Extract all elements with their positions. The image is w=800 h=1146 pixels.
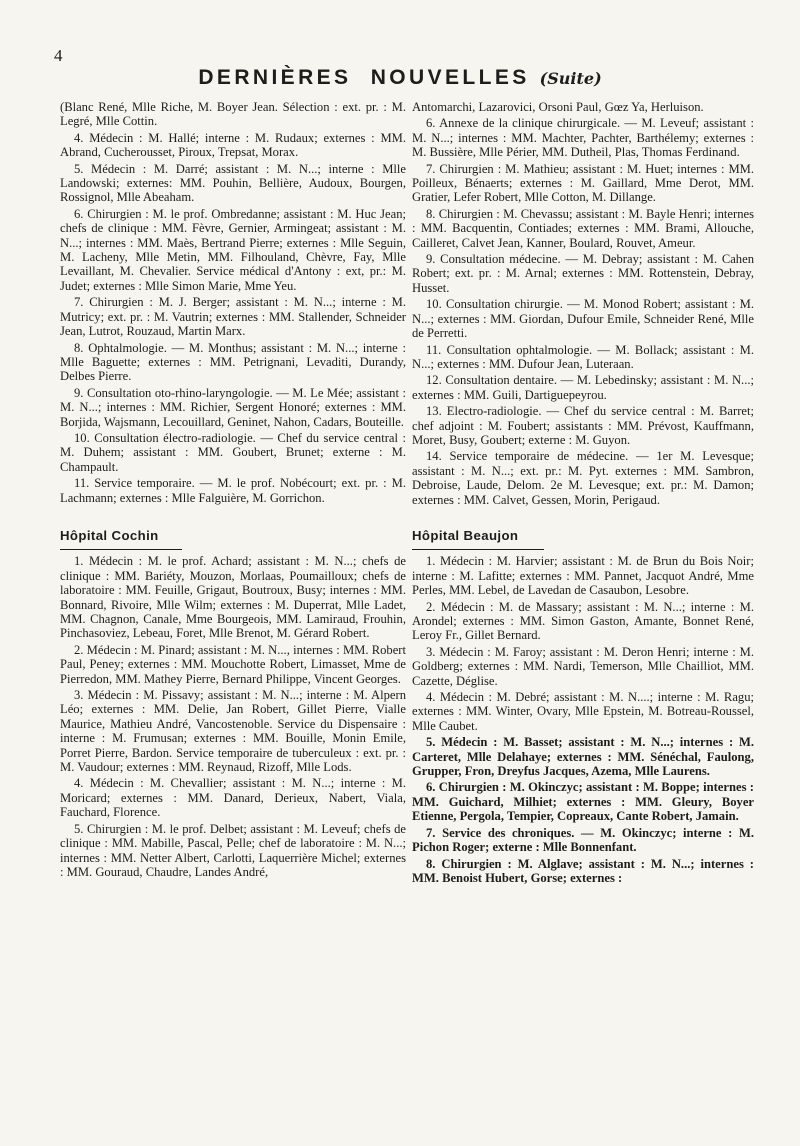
paragraph: 7. Chirurgien : M. J. Berger; assistant : M. N...; interne : M. Mutricy; ext. pr. : M. Vautrin; externes : MM. Stallender, Schneider Jean, Lutrot, Rouzaud, Martin Marx.	[60, 295, 406, 339]
left-column	[60, 100, 406, 881]
heading-rule	[60, 549, 182, 550]
paragraph: 8. Chirurgien : M. Chevassu; assistant : M. Bayle Henri; internes : MM. Bacquentin, Contiades; externes : MM. Brami, Allouche, Cailleret, Calvet Jean, Kanner, Boulard, Rouvet, Ameur.	[412, 206, 754, 250]
header-suffix: (Suite)	[539, 69, 602, 88]
heading-rule	[412, 549, 544, 550]
bold-block	[412, 735, 754, 885]
paragraph: 9. Consultation médecine. — M. Debray; assistant : M. Cahen Robert; ext. pr. : M. Arnal; externes : MM. Rottenstein, Debray, Husset.	[412, 252, 754, 295]
right-column	[412, 100, 754, 887]
paragraph: 4. Médecin : M. Hallé; interne : M. Rudaux; externes : MM. Abrand, Cucherousset, Piroux, Trepsat, Morax.	[60, 130, 406, 160]
paragraph: 7. Chirurgien : M. Mathieu; assistant : M. Huet; internes : MM. Poilleux, Bénaerts; externes : M. Gaillard, Mme Derot, MM. Gratier, Lefer Robert, Mlle Cotton, M. Dillange.	[412, 161, 754, 205]
paragraph: 1. Médecin : M. Harvier; assistant : M. de Brun du Bois Noir; interne : M. Lafitte; externes : MM. Pannet, Jacquot André, Mme Perles, MM. Lebel, de Lavedan de Casaubon, Lesobre.	[412, 554, 754, 598]
paragraph: 5. Chirurgien : M. le prof. Delbet; assistant : M. Leveuf; chefs de clinique : MM. Mabille, Pascal, Pelle; chef de laboratoire : M. N...; internes : MM. Netter Albert, Carlotti, Laquerrière Michel; externes : MM. Gouraud, Chaudre, Landes André,	[60, 821, 406, 879]
page-header	[0, 66, 800, 100]
paragraph: 14. Service temporaire de médecine. — 1er M. Levesque; assistant : M. N...; ext. pr.: M. Pyt. externes : MM. Sambron, Debroise, Laude, Delom. 2e M. Levesque; ext. pr.: M. Damon; externes : MM. Calvet, Gessen, Morin, Perigaud.	[412, 449, 754, 507]
paragraph: 8. Chirurgien : M. Alglave; assistant : M. N...; internes : MM. Benoist Hubert, Gorse; externes :	[412, 856, 754, 885]
paragraph: 1. Médecin : M. le prof. Achard; assistant : M. N...; chefs de clinique : MM. Bariéty, Mouzon, Morlaas, Poumailloux; chefs de laboratoire : MM. Feuille, Grigaut, Boutroux, Busy; internes : MM. Bonnard, Rivoire, Mlle Wilm; externes : M. Duperrat, Mlle Ladet, MM. Chagnon, Canale, Mme Bourgeois, MM. Lamiraud, Frouhin, Pinchasoviez, Lebeau, Foret, Mlle Brenot, M. Gérard Robert.	[60, 554, 406, 641]
paragraph: 4. Médecin : M. Chevallier; assistant : M. N...; interne : M. Moricard; externes : MM. Danard, Derieux, Nabert, Viala, Fauchard, Florence.	[60, 776, 406, 820]
paragraph: 6. Chirurgien : M. le prof. Ombredanne; assistant : M. Huc Jean; chefs de clinique : MM. Fèvre, Gernier, Armingeat; assistant : M. N...; internes : MM. Maès, Bertrand Pierre; externes : Mlle Seguin, M. Lacheny, Mlle Metin, MM. Filhouland, Chèvre, Fay, Mlle Levaillant, M. Chevalier. Service médical d'Antony : ext, pr.: M. Judet; externes : Mlle Simon Marie, Mme Yeu.	[60, 206, 406, 293]
paragraph: 9. Consultation oto-rhino-laryngologie. — M. Le Mée; assistant : M. N...; internes : MM. Richier, Sergent Honoré; externes : MM. Borjida, Wajsmann, Lecouillard, Geninet, Nahon, Cadars, Bouteille.	[60, 385, 406, 429]
paragraph: 3. Médecin : M. Pissavy; assistant : M. N...; interne : M. Alpern Léo; externes : MM. Delie, Jan Robert, Gillet Pierre, Vialle Maurice, Mathieu André, Vancostenoble. Service du Dispensaire : interne : M. Frumusan; externes : MM. Bouille, Monin Emile, Porret Pierre, Bardon. Service temporaire de tuberculeux : ext. pr. : M. Vaudour; externes : MM. Reynaud, Rizoff, Mlle Lods.	[60, 688, 406, 775]
paragraph: 5. Médecin : M. Basset; assistant : M. N...; internes : M. Carteret, Mlle Delahaye; externes : MM. Sénéchal, Faulong, Grupper, Fron, Dreyfus Jacques, Azema, Mlle Laurens.	[412, 735, 754, 779]
paragraph: 4. Médecin : M. Debré; assistant : M. N....; interne : M. Ragu; externes : MM. Winter, Ovary, Mlle Epstein, M. Botreau-Roussel, Mlle Caubet.	[412, 690, 754, 733]
section-heading-cochin: Hôpital Cochin	[60, 527, 159, 543]
section-heading-beaujon: Hôpital Beaujon	[412, 527, 519, 543]
paragraph: 2. Médecin : M. de Massary; assistant : M. N...; interne : M. Arondel; externes : MM. Simon Gaston, Amante, Bonnet René, Leroy Fr., Gillet Bernard.	[412, 599, 754, 643]
paragraph: 12. Consultation dentaire. — M. Lebedinsky; assistant : M. N...; externes : MM. Guili, Dartiguepeyrou.	[412, 373, 754, 402]
paragraph: 10. Consultation électro-radiologie. — Chef du service central : M. Duhem; assistant : MM. Goubert, Brunet; externe : M. Champault.	[60, 430, 406, 474]
paragraph: (Blanc René, Mlle Riche, M. Boyer Jean. Sélection : ext. pr. : M. Legré, Mlle Cottin.	[60, 100, 406, 129]
paragraph: 11. Consultation ophtalmologie. — M. Bollack; assistant : M. N...; externes : MM. Dufour Jean, Luteraan.	[412, 342, 754, 371]
paragraph: 10. Consultation chirurgie. — M. Monod Robert; assistant : M. N...; externes : MM. Giordan, Dufour Emile, Schneider René, Mlle de Perretti.	[412, 297, 754, 341]
page-number: 4	[54, 46, 63, 65]
paragraph: 11. Service temporaire. — M. le prof. Nobécourt; ext. pr. : M. Lachmann; externes : Mlle Falguière, M. Gorrichon.	[60, 476, 406, 505]
paragraph: 8. Ophtalmologie. — M. Monthus; assistant : M. N...; interne : Mlle Baguette; externes : MM. Petrignani, Levaditi, Durandy, Delbes Pierre.	[60, 340, 406, 384]
paragraph: 7. Service des chroniques. — M. Okinczyc; interne : M. Pichon Roger; externe : Mlle Bonnenfant.	[412, 825, 754, 855]
paragraph: 2. Médecin : M. Pinard; assistant : M. N..., internes : MM. Robert Paul, Peney; externes : MM. Mouchotte Robert, Limasset, Mme de Pierredon, MM. Mathey Pierre, Bernard Philippe, Vincent Georges.	[60, 642, 406, 686]
paragraph: 6. Chirurgien : M. Okinczyc; assistant : M. Boppe; internes : MM. Guichard, Milhiet; externes : MM. Gleury, Boyer Etienne, Pergola, Tempier, Copreaux, Cante Robert, Jamain.	[412, 780, 754, 824]
paragraph: Antomarchi, Lazarovici, Orsoni Paul, Gœz Ya, Herluison.	[412, 100, 704, 114]
header-title: DERNIÈRES NOUVELLES	[198, 66, 530, 89]
paragraph: 3. Médecin : M. Faroy; assistant : M. Deron Henri; interne : M. Goldberg; externes : MM. Nardi, Temerson, Mlle Chailliot, MM. Cazette, Déglise.	[412, 644, 754, 688]
paragraph: 6. Annexe de la clinique chirurgicale. — M. Leveuf; assistant : M. N...; internes : MM. Machter, Pachter, Barthélemy; externes : M. Bussière, Mlle Périer, MM. Dutheil, Plas, Thomas Ferdinand.	[412, 116, 754, 160]
paragraph: 5. Médecin : M. Darré; assistant : M. N...; interne : Mlle Landowski; externes: MM. Pouhin, Bellière, Audoux, Bourgen, Rossignol, Mlle Abeaham.	[60, 161, 406, 205]
paragraph: 13. Electro-radiologie. — Chef du service central : M. Barret; chef adjoint : M. Foubert; assistants : MM. Prévost, Kauffmann, Moret, Busy, Goubert; externe : M. Guyon.	[412, 404, 754, 447]
